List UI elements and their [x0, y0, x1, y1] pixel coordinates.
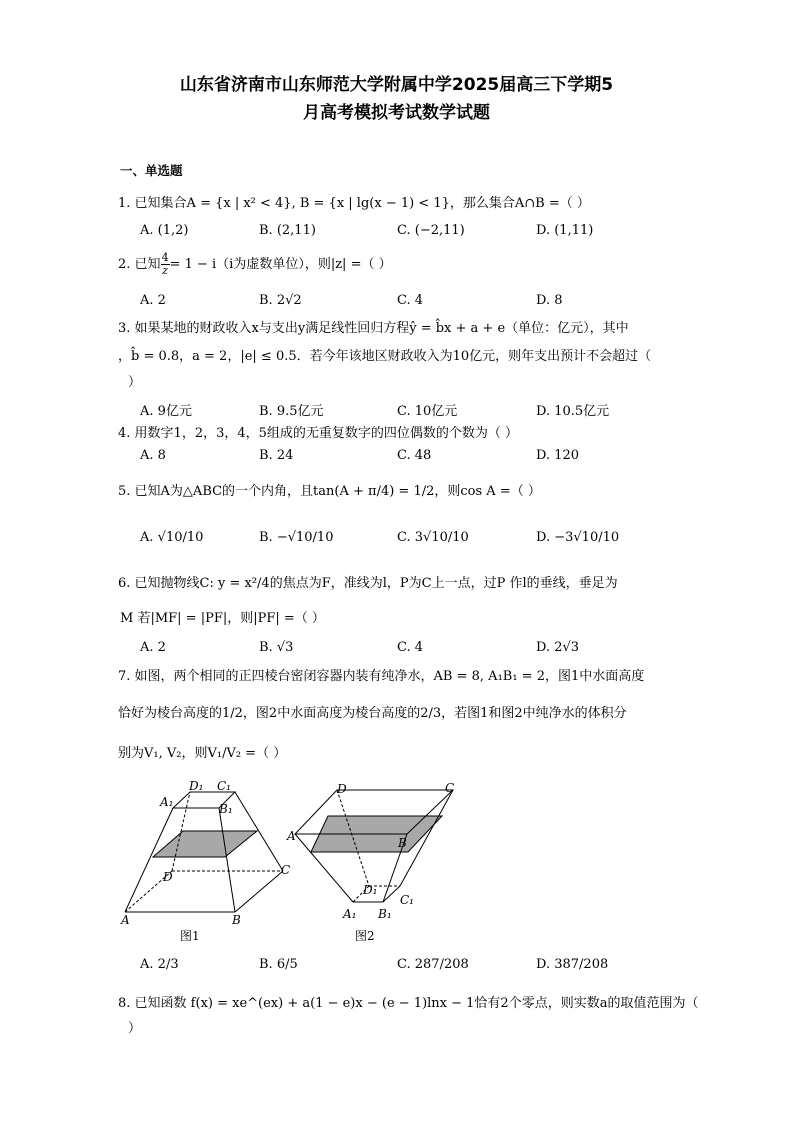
label-B1: B₁	[219, 802, 233, 816]
q4-option-c[interactable]: C. 48	[397, 448, 432, 463]
q6-option-d[interactable]: D. 2√3	[536, 640, 580, 655]
q4-option-b[interactable]: B. 24	[259, 448, 294, 463]
q4-option-a[interactable]: A. 8	[140, 448, 166, 463]
label-C1: C₁	[217, 780, 231, 793]
q5-option-a[interactable]: A. √10/10	[140, 530, 204, 545]
q3-option-d[interactable]: D. 10.5亿元	[536, 404, 610, 419]
label-C: C	[281, 863, 291, 877]
q4-option-d[interactable]: D. 120	[536, 448, 580, 463]
question-1: 1. 已知集合A = {x | x² < 4}, B = {x | lg(x − 1) < 1}，那么集合A∩B =（ ）	[118, 196, 590, 211]
label-A1: A₁	[160, 795, 174, 809]
q5-option-c[interactable]: C. 3√10/10	[397, 530, 469, 545]
figure-1-caption: 图1	[180, 929, 200, 943]
q6-option-c[interactable]: C. 4	[397, 640, 424, 655]
question-3-line1: 3. 如果某地的财政收入x与支出y满足线性回归方程ŷ = b̂x + a + e（单位：亿元），其中	[118, 321, 629, 336]
label-2-D: D	[337, 782, 347, 796]
q6-option-a[interactable]: A. 2	[140, 640, 166, 655]
q3-option-c[interactable]: C. 10亿元	[397, 404, 458, 419]
question-6-line2: M 若|MF| = |PF|，则|PF| =（ ）	[120, 611, 325, 626]
label-2-D1: D₁	[363, 883, 378, 897]
question-8-line2: ）	[128, 1021, 142, 1036]
question-7-line3: 别为V₁, V₂，则V₁/V₂ =（ ）	[118, 746, 287, 761]
q2-option-a[interactable]: A. 2	[140, 293, 166, 308]
q2-option-d[interactable]: D. 8	[536, 293, 563, 308]
q5-option-d[interactable]: D. −3√10/10	[536, 530, 620, 545]
q3-option-a[interactable]: A. 9亿元	[140, 404, 192, 419]
q6-option-b[interactable]: B. √3	[259, 640, 294, 655]
q7-option-a[interactable]: A. 2/3	[140, 957, 179, 972]
q1-option-a[interactable]: A. (1,2)	[140, 223, 189, 238]
question-8-line1: 8. 已知函数 f(x) = xe^(ex) + a(1 − e)x − (e − 1)lnx − 1恰有2个零点，则实数a的取值范围为（	[118, 996, 699, 1011]
label-D: D	[163, 870, 173, 884]
label-2-B: B	[398, 836, 407, 850]
label-2-C: C	[445, 781, 455, 795]
label-2-C1: C₁	[400, 893, 414, 907]
q7-option-b[interactable]: B. 6/5	[259, 957, 298, 972]
section-heading: 一、单选题	[120, 163, 183, 178]
question-3-line3: ）	[128, 375, 142, 390]
figure-1-water-surface	[153, 831, 257, 857]
q1-option-b[interactable]: B. (2,11)	[259, 223, 316, 238]
label-A: A	[121, 913, 130, 927]
label-D1: D₁	[189, 780, 204, 793]
q2-option-b[interactable]: B. 2√2	[259, 293, 302, 308]
q1-option-c[interactable]: C. (−2,11)	[397, 223, 465, 238]
q2-option-c[interactable]: C. 4	[397, 293, 424, 308]
label-2-A: A	[287, 829, 296, 843]
label-2-A1: A₁	[343, 907, 357, 921]
question-7-figures	[115, 780, 475, 945]
paper-title-line2: 月高考模拟考试数学试题	[303, 103, 490, 123]
question-3-line2: ，b̂ = 0.8，a = 2，|e| ≤ 0.5．若今年该地区财政收入为10亿元，则年支出预计不会超过（	[118, 349, 652, 364]
figure-2-caption: 图2	[355, 929, 375, 943]
q7-option-d[interactable]: D. 387/208	[536, 957, 609, 972]
question-5: 5. 已知A为△ABC的一个内角，且tan(A + π/4) = 1/2，则cos A =（ ）	[118, 484, 541, 499]
question-4: 4. 用数字1，2，3，4，5组成的无重复数字的四位偶数的个数为（ ）	[118, 426, 519, 441]
label-2-B1: B₁	[378, 907, 392, 921]
question-7-line1: 7. 如图，两个相同的正四棱台密闭容器内装有纯净水，AB = 8, A₁B₁ = 2，图1中水面高度	[118, 669, 645, 684]
q5-option-b[interactable]: B. −√10/10	[259, 530, 334, 545]
q3-option-b[interactable]: B. 9.5亿元	[259, 404, 324, 419]
label-B: B	[232, 913, 241, 927]
q7-option-c[interactable]: C. 287/208	[397, 957, 469, 972]
figure-1-frustum	[125, 792, 283, 912]
question-6-line1: 6. 已知抛物线C: y = x²/4的焦点为F，准线为l，P为C上一点，过P 作l的垂线，垂足为	[118, 576, 618, 591]
q1-option-d[interactable]: D. (1,11)	[536, 223, 594, 238]
question-2: 2. 已知 $\frac{4}{z}$ = 1 − i（i为虚数单位），则|z| =（ ）	[118, 251, 392, 277]
paper-title-line1: 山东省济南市山东师范大学附属中学2025届高三下学期5	[179, 75, 614, 95]
question-7-line2: 恰好为棱台高度的1/2，图2中水面高度为棱台高度的2/3，若图1和图2中纯净水的体积分	[118, 706, 627, 721]
